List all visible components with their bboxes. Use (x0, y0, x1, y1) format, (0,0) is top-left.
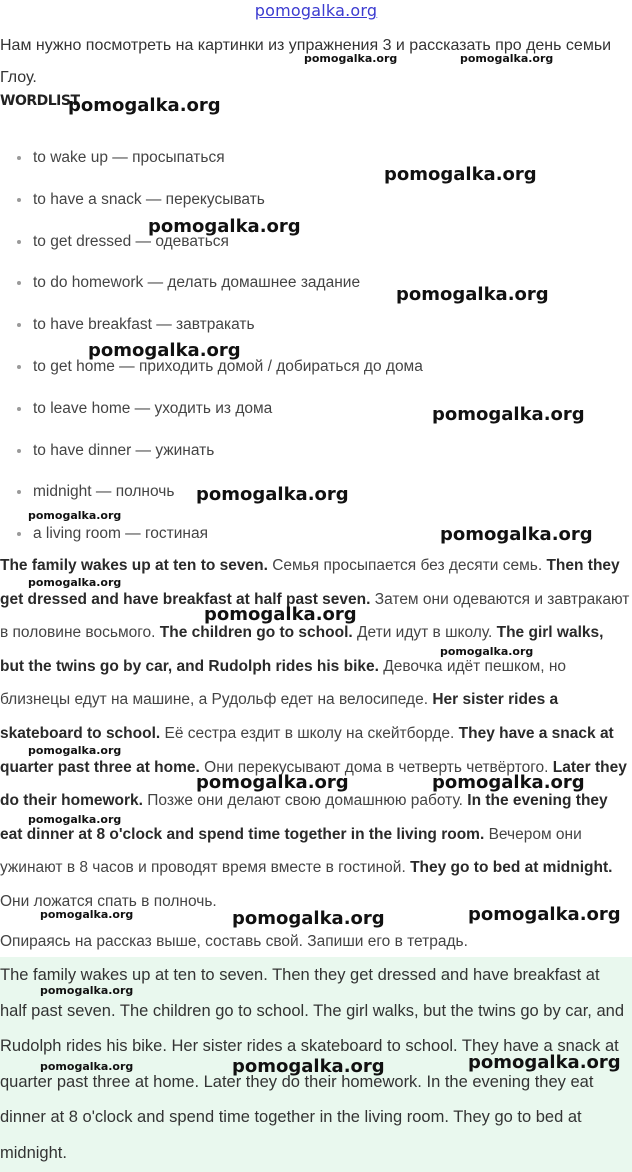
story-ru: Они перекусывают дома в четверть четвёртого. (204, 758, 549, 776)
story-en: The girl walks, but the twins go by car, and Rudolph rides his bike. (0, 624, 604, 675)
story-en: The family wakes up at ten to seven. (0, 557, 268, 574)
watermark: pomogalka.org (196, 484, 349, 505)
watermark: pomogalka.org (440, 524, 593, 545)
watermark: pomogalka.org (28, 813, 122, 826)
wordlist-item: to have dinner — ужинать (0, 430, 620, 472)
watermark: pomogalka.org (204, 604, 357, 625)
story-en: They have a snack at quarter past three at home. (0, 724, 614, 776)
story-ru: Они ложатся спать в полночь. (0, 892, 217, 910)
wordlist-item: to get dressed — одеваться (0, 221, 620, 263)
answer-box (0, 957, 632, 1172)
watermark: pomogalka.org (460, 52, 554, 65)
watermark: pomogalka.org (232, 908, 385, 929)
bullet-icon (17, 407, 21, 411)
story-ru: Вечером они ужинают в 8 часов и проводят время вместе в гостиной. (0, 825, 582, 877)
watermark: pomogalka.org (468, 904, 621, 925)
bullet-icon (17, 281, 21, 285)
watermark: pomogalka.org (148, 216, 301, 237)
story-ru: Позже они делают свою домашнюю работу. (147, 792, 463, 810)
wordlist-item: to do homework — делать домашнее задание (0, 262, 620, 304)
wordlist-item: to get home — приходить домой / добираться до дома (0, 346, 620, 388)
wordlist (0, 137, 620, 555)
watermark: pomogalka.org (40, 984, 134, 997)
answer-text: The family wakes up at ten to seven. Then they get dressed and have breakfast at half past seven. The children go to school. The girl walks, but the twins go by car, and Rudolph rides his bike. Her sister rides a skateboard to school. They have a snack at quarter past three at home. Later they do their homework. In the evening they eat dinner at 8 o'clock and spend time together in the living room. They go to bed at midnight. (0, 966, 624, 1162)
bullet-icon (17, 365, 21, 369)
watermark: pomogalka.org (40, 1060, 134, 1073)
watermark: pomogalka.org (396, 284, 549, 305)
bullet-icon (17, 490, 21, 494)
site-header-link[interactable]: pomogalka.org (254, 1, 378, 20)
wordlist-item: to leave home — уходить из дома (0, 388, 620, 430)
bullet-icon (17, 323, 21, 327)
wordlist-item: a living room — гостиная (0, 513, 620, 555)
watermark: pomogalka.org (232, 1056, 385, 1077)
watermark: pomogalka.org (384, 164, 537, 185)
watermark: pomogalka.org (28, 509, 122, 522)
watermark: pomogalka.org (196, 772, 349, 793)
story-ru: Девочка идёт пешком, но близнецы едут на машине, а Рудольф едет на велосипеде. (0, 657, 567, 709)
watermark: pomogalka.org (440, 645, 534, 658)
bullet-icon (17, 156, 21, 160)
watermark: pomogalka.org (88, 340, 241, 361)
story-en: In the evening they eat dinner at 8 o'clock and spend time together in the living room. (0, 792, 608, 843)
wordlist-item: midnight — полночь (0, 471, 620, 513)
bullet-icon (17, 532, 21, 536)
story-ru: Семья просыпается без десяти семь. (272, 557, 543, 574)
story-ru: Дети идут в школу. (357, 624, 493, 642)
story-ru: Затем они одеваются и завтракают в половине восьмого. (0, 590, 630, 642)
bullet-icon (17, 240, 21, 244)
bullet-icon (17, 449, 21, 453)
watermark: pomogalka.org (432, 772, 585, 793)
watermark: pomogalka.org (432, 404, 585, 425)
watermark: pomogalka.org (28, 576, 122, 589)
bullet-icon (17, 198, 21, 202)
wordlist-item: to wake up — просыпаться (0, 137, 620, 179)
watermark: pomogalka.org (304, 52, 398, 65)
wordlist-item: to have a snack — перекусывать (0, 179, 620, 221)
watermark: pomogalka.org (468, 1052, 621, 1073)
watermark: pomogalka.org (28, 744, 122, 757)
watermark: pomogalka.org (68, 95, 221, 116)
story-en: Then they get dressed and have breakfast at half past seven. (0, 557, 620, 608)
story-en: Her sister rides a skateboard to school. (0, 691, 559, 742)
story-ru: Её сестра ездит в школу на скейтборде. (164, 724, 455, 742)
story-en: Later they do their homework. (0, 758, 627, 810)
story-paragraph (0, 549, 630, 919)
watermark: pomogalka.org (40, 908, 134, 921)
story-en: The children go to school. (159, 624, 353, 642)
intro-text: Нам нужно посмотреть на картинки из упражнения 3 и рассказать про день семьи Глоу. (0, 37, 612, 86)
story-en: They go to bed at midnight. (410, 859, 613, 877)
task-prompt: Опираясь на рассказ выше, составь свой. Запиши его в тетрадь. (0, 933, 468, 950)
wordlist-title: WORDLIST (0, 93, 80, 109)
wordlist-item: to have breakfast — завтракать (0, 304, 620, 346)
